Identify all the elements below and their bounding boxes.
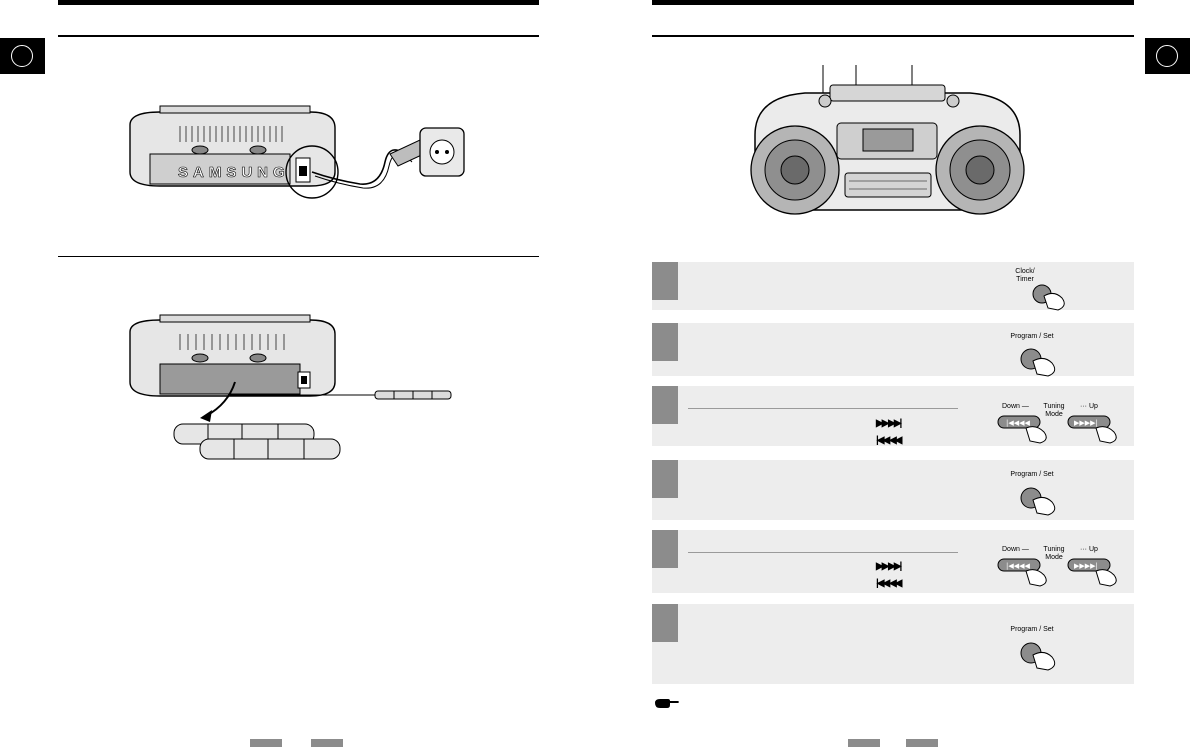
program-set-label: Program / Set bbox=[1010, 626, 1054, 633]
step-5-divider bbox=[688, 552, 958, 553]
down-label: Down — bbox=[1002, 546, 1029, 553]
language-circle-icon bbox=[11, 45, 33, 67]
up-tuning-button-icon[interactable] bbox=[1066, 414, 1126, 444]
up-label: ··· Up bbox=[1080, 546, 1098, 553]
svg-text:▶▶▶▶|: ▶▶▶▶| bbox=[1074, 419, 1098, 427]
right-section-rule bbox=[652, 35, 1134, 37]
svg-text:▶▶▶▶|: ▶▶▶▶| bbox=[1074, 562, 1098, 570]
left-section-rule-2 bbox=[58, 256, 539, 257]
back-skip-symbol: |◀◀ ◀◀ bbox=[876, 435, 901, 446]
left-page-number-block-2 bbox=[311, 739, 343, 747]
program-set-button-press-icon[interactable] bbox=[1018, 346, 1063, 378]
language-circle-icon bbox=[1156, 45, 1178, 67]
forward-skip-symbol: ▶▶ ▶▶| bbox=[876, 418, 901, 429]
program-set-label: Program / Set bbox=[1010, 471, 1054, 478]
left-top-bar bbox=[58, 0, 539, 5]
tuning-mode-label: Tuning Mode bbox=[1043, 546, 1065, 561]
samsung-logo: SAMSUNG bbox=[178, 164, 290, 181]
up-tuning-button-icon[interactable] bbox=[1066, 557, 1126, 587]
right-top-bar bbox=[652, 0, 1134, 5]
right-page-number-block-1 bbox=[848, 739, 880, 747]
up-label: ··· Up bbox=[1080, 403, 1098, 410]
back-skip-symbol: |◀◀ ◀◀ bbox=[876, 578, 901, 589]
step-3-divider bbox=[688, 408, 958, 409]
svg-text:|◀◀◀◀: |◀◀◀◀ bbox=[1006, 562, 1030, 570]
left-language-tab bbox=[0, 38, 45, 74]
clock-timer-button-press-icon[interactable] bbox=[1030, 282, 1070, 312]
down-tuning-button-icon[interactable] bbox=[996, 414, 1056, 444]
right-page-number-block-2 bbox=[906, 739, 938, 747]
program-set-button-press-icon[interactable] bbox=[1018, 485, 1063, 517]
clock-timer-label: Clock/ Timer bbox=[1015, 268, 1035, 283]
forward-skip-symbol: ▶▶ ▶▶| bbox=[876, 561, 901, 572]
left-section-rule-1 bbox=[58, 35, 539, 37]
step-number-4 bbox=[652, 460, 678, 498]
down-tuning-button-icon[interactable] bbox=[996, 557, 1056, 587]
right-language-tab bbox=[1145, 38, 1190, 74]
pointing-hand-icon bbox=[654, 696, 680, 710]
step-number-1 bbox=[652, 262, 678, 300]
program-set-button-press-icon[interactable] bbox=[1018, 640, 1063, 672]
left-page-number-block-1 bbox=[250, 739, 282, 747]
program-set-label: Program / Set bbox=[1010, 333, 1054, 340]
step-number-6 bbox=[652, 604, 678, 642]
front-view-boombox-illustration bbox=[745, 65, 1030, 215]
rear-view-ac-cord-illustration bbox=[120, 100, 480, 210]
svg-text:|◀◀◀◀: |◀◀◀◀ bbox=[1006, 419, 1030, 427]
step-number-3 bbox=[652, 386, 678, 424]
step-number-5 bbox=[652, 530, 678, 568]
step-number-2 bbox=[652, 323, 678, 361]
down-label: Down — bbox=[1002, 403, 1029, 410]
tuning-mode-label: Tuning Mode bbox=[1043, 403, 1065, 418]
battery-insertion-illustration bbox=[120, 312, 460, 462]
